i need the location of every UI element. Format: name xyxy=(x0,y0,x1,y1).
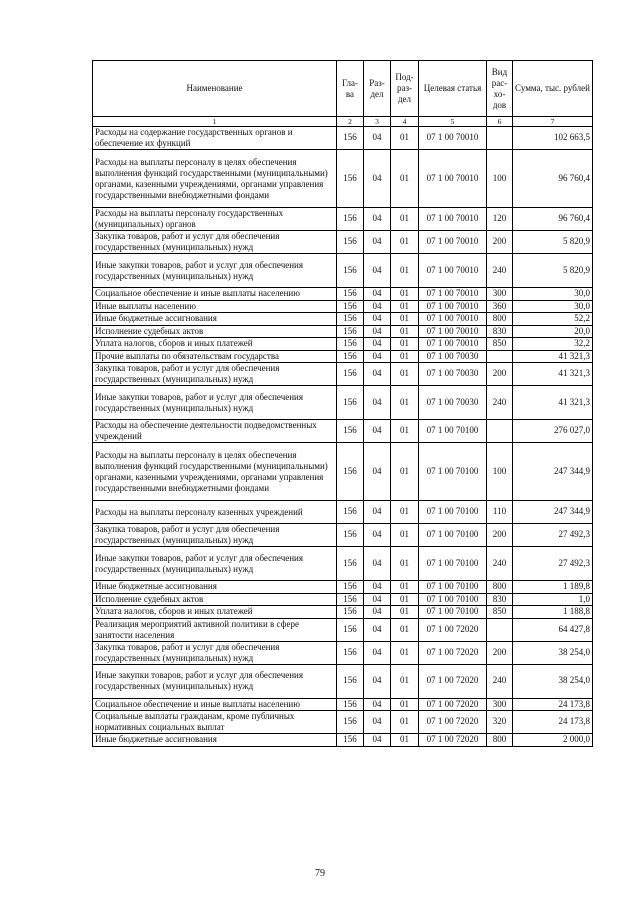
row-target: 07 1 00 70100 xyxy=(419,420,487,443)
header-target: Целевая статья xyxy=(419,61,487,117)
row-chapter: 156 xyxy=(337,386,364,420)
table-row xyxy=(93,231,593,254)
row-section: 04 xyxy=(364,734,391,747)
row-name: Расходы на обеспечение деятельности подведомственных учреждений xyxy=(93,420,337,443)
table-row xyxy=(93,618,593,641)
row-target: 07 1 00 72020 xyxy=(419,664,487,698)
column-number: 1 xyxy=(93,117,337,127)
table-row xyxy=(93,386,593,420)
row-section: 04 xyxy=(364,313,391,326)
table-row xyxy=(93,150,593,208)
row-name: Иные закупки товаров, работ и услуг для обеспечения государственных (муниципальных) нужд xyxy=(93,547,337,581)
row-name: Иные бюджетные ассигнования xyxy=(93,734,337,747)
table-row xyxy=(93,363,593,386)
table-row xyxy=(93,711,593,734)
row-section: 04 xyxy=(364,698,391,711)
row-chapter: 156 xyxy=(337,698,364,711)
row-section: 04 xyxy=(364,254,391,288)
row-chapter: 156 xyxy=(337,363,364,386)
row-amount: 38 254,0 xyxy=(513,641,593,664)
row-chapter: 156 xyxy=(337,127,364,150)
row-target: 07 1 00 70100 xyxy=(419,547,487,581)
row-subsection: 01 xyxy=(391,618,419,641)
row-target: 07 1 00 70100 xyxy=(419,581,487,594)
row-name: Социальные выплаты гражданам, кроме публичных нормативных социальных выплат xyxy=(93,711,337,734)
row-target: 07 1 00 72020 xyxy=(419,734,487,747)
row-subsection: 01 xyxy=(391,338,419,351)
row-expense-type: 200 xyxy=(487,231,513,254)
table-row xyxy=(93,641,593,664)
row-name: Исполнение судебных актов xyxy=(93,593,337,606)
row-expense-type xyxy=(487,420,513,443)
table-row xyxy=(93,606,593,619)
row-expense-type: 100 xyxy=(487,443,513,501)
row-target: 07 1 00 70100 xyxy=(419,606,487,619)
row-amount: 247 344,9 xyxy=(513,501,593,524)
row-name: Иные выплаты населению xyxy=(93,300,337,313)
row-section: 04 xyxy=(364,420,391,443)
row-amount: 30,0 xyxy=(513,300,593,313)
row-chapter: 156 xyxy=(337,734,364,747)
row-expense-type xyxy=(487,618,513,641)
row-target: 07 1 00 70010 xyxy=(419,300,487,313)
row-amount: 1 189,8 xyxy=(513,581,593,594)
row-target: 07 1 00 72020 xyxy=(419,698,487,711)
table-row xyxy=(93,127,593,150)
budget-table xyxy=(92,60,593,747)
row-section: 04 xyxy=(364,443,391,501)
table-row xyxy=(93,254,593,288)
row-section: 04 xyxy=(364,208,391,231)
row-target: 07 1 00 70100 xyxy=(419,501,487,524)
row-name: Расходы на выплаты персоналу государственных (муниципальных) органов xyxy=(93,208,337,231)
row-section: 04 xyxy=(364,386,391,420)
row-chapter: 156 xyxy=(337,254,364,288)
row-amount: 1 188,8 xyxy=(513,606,593,619)
row-chapter: 156 xyxy=(337,664,364,698)
row-name: Реализация мероприятий активной политики в сфере занятости населения xyxy=(93,618,337,641)
row-target: 07 1 00 72020 xyxy=(419,711,487,734)
row-name: Прочие выплаты по обязательствам государства xyxy=(93,350,337,363)
row-name: Расходы на выплаты персоналу казенных учреждений xyxy=(93,501,337,524)
row-target: 07 1 00 70010 xyxy=(419,127,487,150)
row-chapter: 156 xyxy=(337,208,364,231)
row-expense-type: 240 xyxy=(487,254,513,288)
table-row xyxy=(93,288,593,301)
row-chapter: 156 xyxy=(337,443,364,501)
column-number: 6 xyxy=(487,117,513,127)
row-name: Иные закупки товаров, работ и услуг для обеспечения государственных (муниципальных) нужд xyxy=(93,664,337,698)
row-target: 07 1 00 72020 xyxy=(419,641,487,664)
row-section: 04 xyxy=(364,641,391,664)
row-chapter: 156 xyxy=(337,547,364,581)
row-chapter: 156 xyxy=(337,325,364,338)
table-header xyxy=(93,61,593,127)
row-subsection: 01 xyxy=(391,313,419,326)
row-subsection: 01 xyxy=(391,501,419,524)
row-subsection: 01 xyxy=(391,127,419,150)
row-section: 04 xyxy=(364,618,391,641)
column-number: 5 xyxy=(419,117,487,127)
row-expense-type: 800 xyxy=(487,581,513,594)
row-subsection: 01 xyxy=(391,254,419,288)
row-chapter: 156 xyxy=(337,338,364,351)
row-name: Иные бюджетные ассигнования xyxy=(93,313,337,326)
row-expense-type: 320 xyxy=(487,711,513,734)
row-amount: 96 760,4 xyxy=(513,150,593,208)
header-name: Наименование xyxy=(93,61,337,117)
header-section: Раз-дел xyxy=(364,61,391,117)
row-chapter: 156 xyxy=(337,581,364,594)
row-expense-type: 240 xyxy=(487,664,513,698)
row-section: 04 xyxy=(364,300,391,313)
row-name: Расходы на выплаты персоналу в целях обеспечения выполнения функций государственными (муниципальными) органами, казенными учреждениями, органами управления государственными внебюджетными фондами xyxy=(93,150,337,208)
table-row xyxy=(93,501,593,524)
row-section: 04 xyxy=(364,231,391,254)
row-expense-type: 240 xyxy=(487,547,513,581)
row-subsection: 01 xyxy=(391,606,419,619)
header-amount: Сумма, тыс. рублей xyxy=(513,61,593,117)
row-amount: 247 344,9 xyxy=(513,443,593,501)
row-section: 04 xyxy=(364,593,391,606)
row-amount: 27 492,3 xyxy=(513,524,593,547)
row-subsection: 01 xyxy=(391,420,419,443)
row-name: Закупка товаров, работ и услуг для обеспечения государственных (муниципальных) нужд xyxy=(93,641,337,664)
row-chapter: 156 xyxy=(337,593,364,606)
row-chapter: 156 xyxy=(337,711,364,734)
row-section: 04 xyxy=(364,501,391,524)
table-row xyxy=(93,325,593,338)
page-number: 79 xyxy=(315,868,325,879)
column-number: 7 xyxy=(513,117,593,127)
row-name: Иные закупки товаров, работ и услуг для обеспечения государственных (муниципальных) нужд xyxy=(93,386,337,420)
row-section: 04 xyxy=(364,363,391,386)
row-name: Социальное обеспечение и иные выплаты населению xyxy=(93,698,337,711)
row-amount: 102 663,5 xyxy=(513,127,593,150)
row-target: 07 1 00 70010 xyxy=(419,231,487,254)
row-target: 07 1 00 72020 xyxy=(419,618,487,641)
row-target: 07 1 00 70010 xyxy=(419,150,487,208)
row-subsection: 01 xyxy=(391,581,419,594)
table-row xyxy=(93,698,593,711)
row-expense-type: 300 xyxy=(487,698,513,711)
column-number-row xyxy=(93,117,593,127)
row-chapter: 156 xyxy=(337,420,364,443)
row-target: 07 1 00 70100 xyxy=(419,524,487,547)
row-subsection: 01 xyxy=(391,664,419,698)
row-amount: 38 254,0 xyxy=(513,664,593,698)
row-section: 04 xyxy=(364,350,391,363)
table-row xyxy=(93,338,593,351)
row-name: Расходы на выплаты персоналу в целях обеспечения выполнения функций государственными (муниципальными) органами, казенными учреждениями, органами управления государственными внебюджетными фондами xyxy=(93,443,337,501)
row-section: 04 xyxy=(364,606,391,619)
row-subsection: 01 xyxy=(391,300,419,313)
table-row xyxy=(93,443,593,501)
row-target: 07 1 00 70030 xyxy=(419,386,487,420)
row-target: 07 1 00 70100 xyxy=(419,593,487,606)
row-name: Уплата налогов, сборов и иных платежей xyxy=(93,606,337,619)
table-row xyxy=(93,313,593,326)
row-chapter: 156 xyxy=(337,288,364,301)
row-expense-type: 100 xyxy=(487,150,513,208)
row-target: 07 1 00 70010 xyxy=(419,325,487,338)
row-chapter: 156 xyxy=(337,231,364,254)
row-subsection: 01 xyxy=(391,363,419,386)
header-row xyxy=(93,61,593,117)
row-subsection: 01 xyxy=(391,386,419,420)
header-chapter: Гла-ва xyxy=(337,61,364,117)
row-expense-type: 830 xyxy=(487,593,513,606)
row-section: 04 xyxy=(364,288,391,301)
row-amount: 27 492,3 xyxy=(513,547,593,581)
row-subsection: 01 xyxy=(391,734,419,747)
table-row xyxy=(93,547,593,581)
row-subsection: 01 xyxy=(391,208,419,231)
row-section: 04 xyxy=(364,547,391,581)
row-subsection: 01 xyxy=(391,593,419,606)
table-row xyxy=(93,664,593,698)
row-name: Иные бюджетные ассигнования xyxy=(93,581,337,594)
row-expense-type: 200 xyxy=(487,641,513,664)
row-expense-type: 830 xyxy=(487,325,513,338)
table-row xyxy=(93,524,593,547)
row-name: Закупка товаров, работ и услуг для обеспечения государственных (муниципальных) нужд xyxy=(93,363,337,386)
row-section: 04 xyxy=(364,711,391,734)
table-row xyxy=(93,581,593,594)
row-name: Расходы на содержание государственных органов и обеспечение их функций xyxy=(93,127,337,150)
row-name: Закупка товаров, работ и услуг для обеспечения государственных (муниципальных) нужд xyxy=(93,524,337,547)
row-amount: 96 760,4 xyxy=(513,208,593,231)
row-subsection: 01 xyxy=(391,443,419,501)
row-name: Закупка товаров, работ и услуг для обеспечения государственных (муниципальных) нужд xyxy=(93,231,337,254)
row-amount: 24 173,8 xyxy=(513,698,593,711)
row-amount: 5 820,9 xyxy=(513,254,593,288)
row-expense-type: 300 xyxy=(487,288,513,301)
row-amount: 20,0 xyxy=(513,325,593,338)
row-chapter: 156 xyxy=(337,606,364,619)
table-row xyxy=(93,734,593,747)
row-section: 04 xyxy=(364,524,391,547)
row-subsection: 01 xyxy=(391,325,419,338)
row-chapter: 156 xyxy=(337,641,364,664)
header-subsection: Под-раз-дел xyxy=(391,61,419,117)
row-expense-type: 800 xyxy=(487,313,513,326)
row-expense-type: 200 xyxy=(487,524,513,547)
row-amount: 41 321,3 xyxy=(513,350,593,363)
row-amount: 24 173,8 xyxy=(513,711,593,734)
row-amount: 2 000,0 xyxy=(513,734,593,747)
row-expense-type xyxy=(487,350,513,363)
row-amount: 32,2 xyxy=(513,338,593,351)
row-section: 04 xyxy=(364,581,391,594)
row-chapter: 156 xyxy=(337,501,364,524)
row-expense-type: 360 xyxy=(487,300,513,313)
row-chapter: 156 xyxy=(337,618,364,641)
row-expense-type: 120 xyxy=(487,208,513,231)
row-amount: 41 321,3 xyxy=(513,386,593,420)
row-name: Уплата налогов, сборов и иных платежей xyxy=(93,338,337,351)
row-name: Иные закупки товаров, работ и услуг для обеспечения государственных (муниципальных) нужд xyxy=(93,254,337,288)
row-expense-type: 850 xyxy=(487,606,513,619)
table-row xyxy=(93,300,593,313)
table-row xyxy=(93,420,593,443)
row-section: 04 xyxy=(364,338,391,351)
row-target: 07 1 00 70010 xyxy=(419,254,487,288)
column-number: 3 xyxy=(364,117,391,127)
row-section: 04 xyxy=(364,127,391,150)
row-target: 07 1 00 70030 xyxy=(419,350,487,363)
row-amount: 5 820,9 xyxy=(513,231,593,254)
row-amount: 30,0 xyxy=(513,288,593,301)
row-target: 07 1 00 70030 xyxy=(419,363,487,386)
row-expense-type: 200 xyxy=(487,363,513,386)
row-amount: 52,2 xyxy=(513,313,593,326)
row-name: Социальное обеспечение и иные выплаты населению xyxy=(93,288,337,301)
row-subsection: 01 xyxy=(391,150,419,208)
row-chapter: 156 xyxy=(337,350,364,363)
table-row xyxy=(93,593,593,606)
row-subsection: 01 xyxy=(391,711,419,734)
row-expense-type: 240 xyxy=(487,386,513,420)
row-chapter: 156 xyxy=(337,524,364,547)
row-expense-type: 850 xyxy=(487,338,513,351)
row-expense-type: 800 xyxy=(487,734,513,747)
column-number: 2 xyxy=(337,117,364,127)
row-subsection: 01 xyxy=(391,698,419,711)
row-amount: 64 427,8 xyxy=(513,618,593,641)
row-chapter: 156 xyxy=(337,300,364,313)
row-chapter: 156 xyxy=(337,313,364,326)
row-amount: 41 321,3 xyxy=(513,363,593,386)
row-subsection: 01 xyxy=(391,524,419,547)
row-name: Исполнение судебных актов xyxy=(93,325,337,338)
row-amount: 276 027,0 xyxy=(513,420,593,443)
row-chapter: 156 xyxy=(337,150,364,208)
row-expense-type xyxy=(487,127,513,150)
row-target: 07 1 00 70010 xyxy=(419,313,487,326)
header-expense-type: Вид рас-хо-дов xyxy=(487,61,513,117)
row-subsection: 01 xyxy=(391,288,419,301)
row-target: 07 1 00 70010 xyxy=(419,338,487,351)
column-number: 4 xyxy=(391,117,419,127)
row-section: 04 xyxy=(364,325,391,338)
table-row xyxy=(93,208,593,231)
row-subsection: 01 xyxy=(391,547,419,581)
row-subsection: 01 xyxy=(391,350,419,363)
row-subsection: 01 xyxy=(391,641,419,664)
row-expense-type: 110 xyxy=(487,501,513,524)
row-section: 04 xyxy=(364,664,391,698)
table-row xyxy=(93,350,593,363)
row-subsection: 01 xyxy=(391,231,419,254)
row-amount: 1,0 xyxy=(513,593,593,606)
row-target: 07 1 00 70100 xyxy=(419,443,487,501)
row-target: 07 1 00 70010 xyxy=(419,208,487,231)
table-body xyxy=(93,127,593,747)
row-target: 07 1 00 70010 xyxy=(419,288,487,301)
row-section: 04 xyxy=(364,150,391,208)
